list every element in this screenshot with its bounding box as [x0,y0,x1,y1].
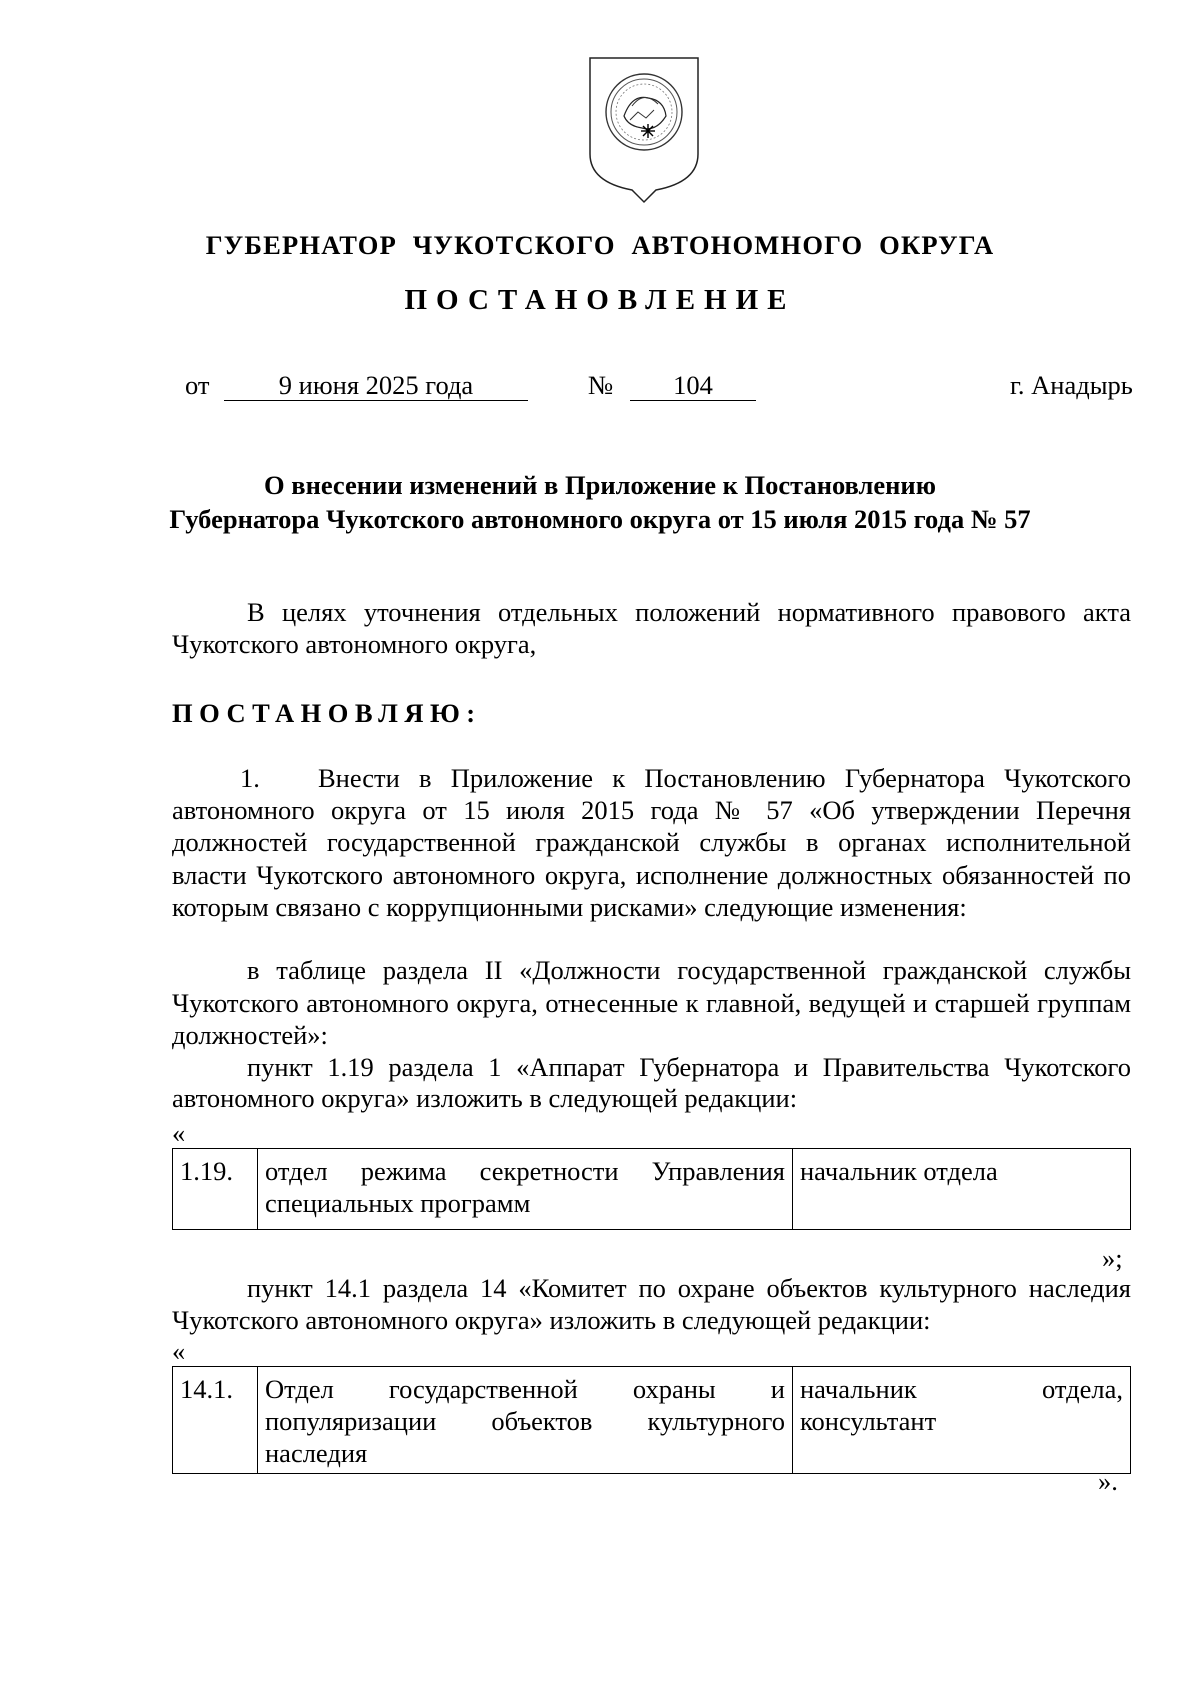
decree-word: ПОСТАНОВЛЯЮ: [172,698,482,728]
sub-paragraph-3: пункт 14.1 раздела 14 «Комитет по охране объектов культурного наследия Чукотского автономного округа» изложить в следующей редакции: [172,1273,1131,1335]
row-number: 14.1. [173,1367,258,1474]
row-number: 1.19. [173,1149,258,1230]
item-1-text: Внести в Приложение к Постановлению Губернатора Чукотского автономного округа от 15 июля 2015 года № 57 «Об утверждении Перечня должностей государственной гражданской службы в органах исполнительной власти Чукотского автономного округа, исполнение должностных обязанностей по которым связано с коррупционными рисками» следующие изменения: [172,763,1131,922]
open-quote-2: « [172,1336,186,1366]
table-row [173,1367,1131,1474]
title-line-1: О внесении изменений в Приложение к Постановлению [264,470,936,500]
document-place: г. Анадырь [1010,370,1133,400]
document-number: 104 [630,370,756,401]
close-quote-2: ». [1098,1466,1118,1496]
row-unit: Отдел государственной охраны и популяризации объектов культурного наследия [258,1367,793,1474]
row-position: начальник отдела, консультант [793,1367,1131,1474]
item-1 [172,762,1131,923]
item-1-number: 1. [240,763,260,793]
document-date: 9 июня 2025 года [224,370,528,401]
table-row [173,1149,1131,1230]
issuing-authority: ГУБЕРНАТОР ЧУКОТСКОГО АВТОНОМНОГО ОКРУГА [205,230,995,260]
open-quote-1: « [172,1118,186,1148]
title-line-2: Губернатора Чукотского автономного округа от 15 июля 2015 года № 57 [169,504,1031,534]
amendment-table-1 [172,1148,1131,1230]
row-position: начальник отдела [793,1149,1131,1230]
document-type: ПОСТАНОВЛЕНИЕ [404,284,796,316]
close-quote-1: »; [1102,1243,1123,1273]
preamble: В целях уточнения отдельных положений нормативного правового акта Чукотского автономного округа, [172,597,1131,659]
amendment-table-2 [172,1366,1131,1474]
date-prefix: от [185,370,210,400]
row-unit: отдел режима секретности Управления специальных программ [258,1149,793,1230]
document-title [150,468,1050,536]
number-sign: № [588,370,614,400]
sub-paragraph-2: пункт 1.19 раздела 1 «Аппарат Губернатора и Правительства Чукотского автономного округа» изложить в следующей редакции: [172,1052,1131,1113]
coat-of-arms-icon [586,54,702,204]
sub-paragraph-1: в таблице раздела II «Должности государственной гражданской службы Чукотского автономного округа, отнесенные к главной, ведущей и старшей группам должностей»: [172,955,1131,1050]
